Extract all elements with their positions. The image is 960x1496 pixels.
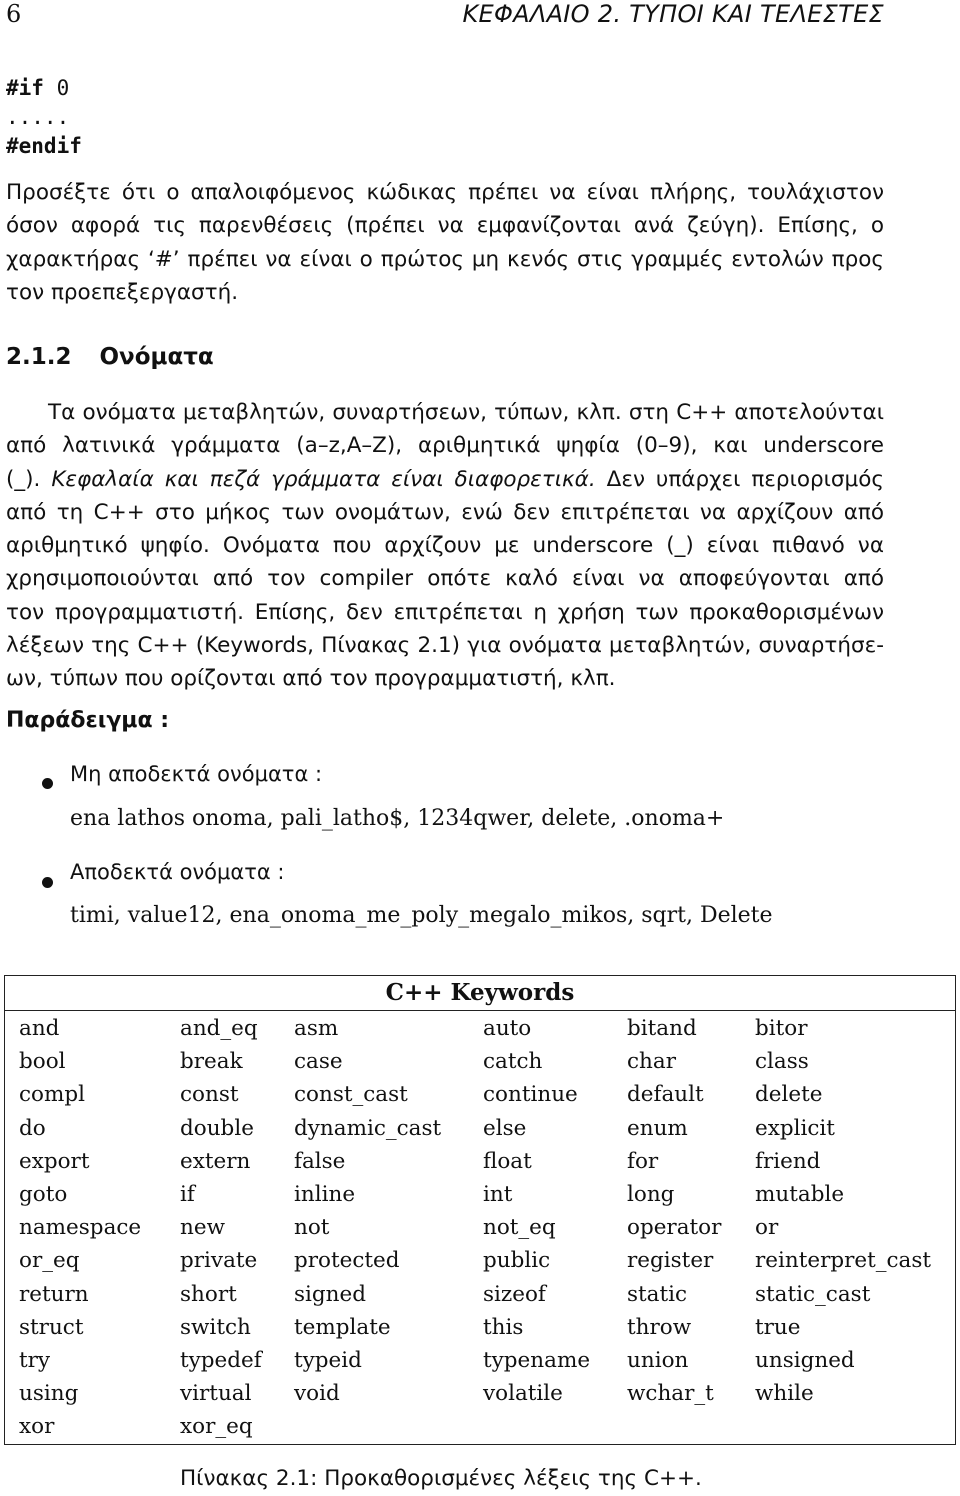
table-row bbox=[5, 1178, 955, 1211]
code-keyword-endif: #endif bbox=[6, 134, 82, 158]
keyword-cell: char bbox=[627, 1049, 676, 1075]
table-row bbox=[5, 1377, 955, 1410]
page-number: 6 bbox=[6, 0, 22, 28]
keyword-cell: switch bbox=[180, 1314, 251, 1340]
keyword-cell: short bbox=[180, 1281, 237, 1307]
chapter-title: ΚΕΦΑΛΑΙΟ 2. ΤΥΠΟΙ ΚΑΙ ΤΕΛΕΣΤΕΣ bbox=[462, 0, 884, 28]
table-row bbox=[5, 1045, 955, 1078]
keyword-cell: or_eq bbox=[19, 1248, 80, 1274]
keyword-cell: or bbox=[755, 1215, 779, 1241]
keyword-cell: typedef bbox=[180, 1348, 262, 1373]
keyword-cell: reinterpret_cast bbox=[755, 1248, 932, 1274]
keyword-cell: int bbox=[483, 1182, 513, 1207]
names-line: ων, τύπων που ορίζονται από τον προγραμματιστή, κλπ. bbox=[6, 666, 616, 692]
names-italic-text: Κεφαλαία και πεζά γράμματα είναι διαφορετικά. bbox=[51, 466, 596, 492]
section-title: Ονόματα bbox=[99, 344, 214, 370]
keyword-cell: default bbox=[627, 1082, 704, 1108]
names-text: (_). bbox=[6, 466, 41, 492]
keyword-cell: bitor bbox=[755, 1016, 808, 1041]
code-line-endif bbox=[6, 132, 82, 161]
code-line-if bbox=[6, 74, 82, 103]
valid-names-label: Αποδεκτά ονόματα : bbox=[70, 860, 285, 884]
keyword-cell: volatile bbox=[483, 1381, 563, 1407]
keyword-cell: asm bbox=[294, 1016, 339, 1041]
intro-line: χαρακτήρας ‘#’ πρέπει να είναι ο πρώτος μη κενός στις γραμμές εντολών προς bbox=[6, 246, 884, 272]
keyword-cell: break bbox=[180, 1049, 243, 1075]
section-number: 2.1.2 bbox=[6, 344, 72, 370]
names-line: τον προγραμματιστή. Επίσης, δεν επιτρέπεται η χρήση των προκαθορισμένων bbox=[6, 599, 884, 625]
keyword-cell: const bbox=[180, 1082, 239, 1108]
keyword-cell: and_eq bbox=[180, 1016, 258, 1041]
keyword-cell: inline bbox=[294, 1182, 356, 1207]
keyword-cell: private bbox=[180, 1248, 258, 1274]
keyword-cell: delete bbox=[755, 1082, 823, 1108]
keyword-cell: throw bbox=[627, 1314, 692, 1340]
table-row bbox=[5, 1211, 955, 1244]
keyword-cell: sizeof bbox=[483, 1281, 546, 1307]
keyword-cell: namespace bbox=[19, 1215, 142, 1241]
table-row bbox=[5, 1344, 955, 1377]
code-value: 0 bbox=[43, 76, 70, 100]
keyword-cell: float bbox=[483, 1148, 532, 1174]
keyword-cell: else bbox=[483, 1115, 527, 1141]
table-row bbox=[5, 1012, 955, 1045]
keyword-cell: wchar_t bbox=[627, 1381, 714, 1407]
keyword-cell: explicit bbox=[755, 1115, 835, 1141]
section-heading bbox=[6, 344, 214, 370]
table-row bbox=[5, 1112, 955, 1145]
keyword-cell: using bbox=[19, 1381, 79, 1407]
names-text: Δεν υπάρχει περιορισμός bbox=[606, 466, 884, 492]
table-row bbox=[5, 1244, 955, 1277]
keyword-cell: void bbox=[294, 1381, 340, 1407]
keyword-cell: if bbox=[180, 1182, 195, 1207]
keywords-table bbox=[4, 975, 956, 1445]
intro-line: τον προεπεξεργαστή. bbox=[6, 279, 239, 305]
keyword-cell: do bbox=[19, 1115, 46, 1141]
keyword-cell: double bbox=[180, 1115, 254, 1141]
keyword-cell: virtual bbox=[180, 1381, 252, 1407]
keyword-cell: struct bbox=[19, 1314, 84, 1340]
keyword-cell: dynamic_cast bbox=[294, 1115, 442, 1141]
keyword-cell: bool bbox=[19, 1049, 66, 1075]
keyword-cell: true bbox=[755, 1314, 801, 1340]
keyword-cell: typeid bbox=[294, 1348, 362, 1373]
keyword-cell: enum bbox=[627, 1115, 688, 1141]
table-row bbox=[5, 1145, 955, 1178]
keyword-cell: this bbox=[483, 1314, 524, 1340]
keyword-cell: while bbox=[755, 1381, 814, 1407]
keyword-cell: for bbox=[627, 1148, 659, 1174]
names-line: από λατινικά γράμματα (a–z,A–Z), αριθμητικά ψηφία (0–9), και underscore bbox=[6, 433, 884, 459]
names-paragraph bbox=[6, 396, 884, 696]
keyword-cell: return bbox=[19, 1281, 89, 1307]
names-line: λέξεων της C++ (Keywords, Πίνακας 2.1) για ονόματα μεταβλητών, συναρτήσε- bbox=[6, 633, 884, 659]
keyword-cell: false bbox=[294, 1148, 346, 1174]
keyword-cell: register bbox=[627, 1248, 714, 1274]
keyword-cell: and bbox=[19, 1016, 60, 1041]
keyword-cell: bitand bbox=[627, 1016, 697, 1041]
bullet-dot-invalid bbox=[42, 770, 53, 794]
keyword-cell: extern bbox=[180, 1148, 251, 1174]
names-line-mixed bbox=[6, 463, 884, 496]
keyword-cell: static bbox=[627, 1281, 688, 1307]
code-line-dots: ..... bbox=[6, 105, 70, 129]
names-line: χρησιμοποιούνται από τον compiler οπότε καλό είναι να αποφεύγονται από bbox=[6, 566, 884, 592]
keyword-cell: class bbox=[755, 1049, 809, 1075]
keyword-cell: not bbox=[294, 1215, 330, 1241]
bullet-dot-valid bbox=[42, 869, 53, 893]
code-keyword-if: #if bbox=[6, 76, 44, 100]
keyword-cell: const_cast bbox=[294, 1082, 408, 1108]
keyword-cell: operator bbox=[627, 1215, 722, 1241]
keyword-cell: static_cast bbox=[755, 1281, 871, 1307]
keyword-cell: friend bbox=[755, 1148, 821, 1174]
names-line: Τα ονόματα μεταβλητών, συναρτήσεων, τύπων, κλπ. στη C++ αποτελούνται bbox=[48, 400, 884, 425]
keyword-cell: try bbox=[19, 1348, 51, 1373]
keyword-cell: not_eq bbox=[483, 1215, 556, 1241]
table-row bbox=[5, 1410, 955, 1443]
names-line: από τη C++ στο μήκος των ονομάτων, ενώ δεν επιτρέπεται να αρχίζουν από bbox=[6, 499, 884, 525]
keyword-cell: xor_eq bbox=[180, 1414, 253, 1440]
intro-paragraph bbox=[6, 176, 884, 309]
table-row bbox=[5, 1078, 955, 1111]
table-row bbox=[5, 1278, 955, 1311]
valid-names-list: timi, value12, ena_onoma_me_poly_megalo_mikos, sqrt, Delete bbox=[70, 903, 773, 928]
keyword-cell: continue bbox=[483, 1082, 578, 1108]
keyword-cell: signed bbox=[294, 1281, 367, 1307]
keyword-cell: catch bbox=[483, 1049, 543, 1075]
keyword-cell: auto bbox=[483, 1016, 532, 1041]
table-row bbox=[5, 1311, 955, 1344]
table-caption: Πίνακας 2.1: Προκαθορισμένες λέξεις της C++. bbox=[180, 1466, 702, 1491]
keyword-cell: xor bbox=[19, 1414, 55, 1440]
keyword-cell: unsigned bbox=[755, 1348, 855, 1373]
intro-line: όσον αφορά τις παρενθέσεις (πρέπει να εμφανίζονται ανά ζεύγη). Επίσης, ο bbox=[6, 213, 884, 239]
intro-line: Προσέξτε ότι ο απαλοιφόμενος κώδικας πρέπει να είναι πλήρης, τουλάχιστον bbox=[6, 180, 884, 205]
keyword-cell: union bbox=[627, 1348, 689, 1373]
invalid-names-list: ena lathos onoma, pali_latho$, 1234qwer, delete, .onoma+ bbox=[70, 806, 725, 831]
keyword-cell: goto bbox=[19, 1182, 68, 1207]
names-line: αριθμητικό ψηφίο. Ονόματα που αρχίζουν με underscore (_) είναι πιθανό να bbox=[6, 533, 884, 559]
keyword-cell: template bbox=[294, 1314, 391, 1340]
keyword-cell: compl bbox=[19, 1082, 86, 1108]
keyword-cell: mutable bbox=[755, 1182, 845, 1207]
invalid-names-label: Μη αποδεκτά ονόματα : bbox=[70, 762, 323, 786]
keyword-cell: protected bbox=[294, 1248, 400, 1274]
keyword-cell: long bbox=[627, 1182, 675, 1207]
keyword-cell: new bbox=[180, 1215, 225, 1241]
code-block bbox=[6, 74, 82, 161]
keyword-cell: export bbox=[19, 1148, 90, 1174]
example-label: Παράδειγμα : bbox=[6, 708, 170, 733]
keywords-table-title: C++ Keywords bbox=[5, 976, 955, 1011]
keyword-cell: public bbox=[483, 1248, 551, 1274]
keyword-cell: case bbox=[294, 1049, 343, 1075]
keyword-cell: typename bbox=[483, 1348, 591, 1373]
